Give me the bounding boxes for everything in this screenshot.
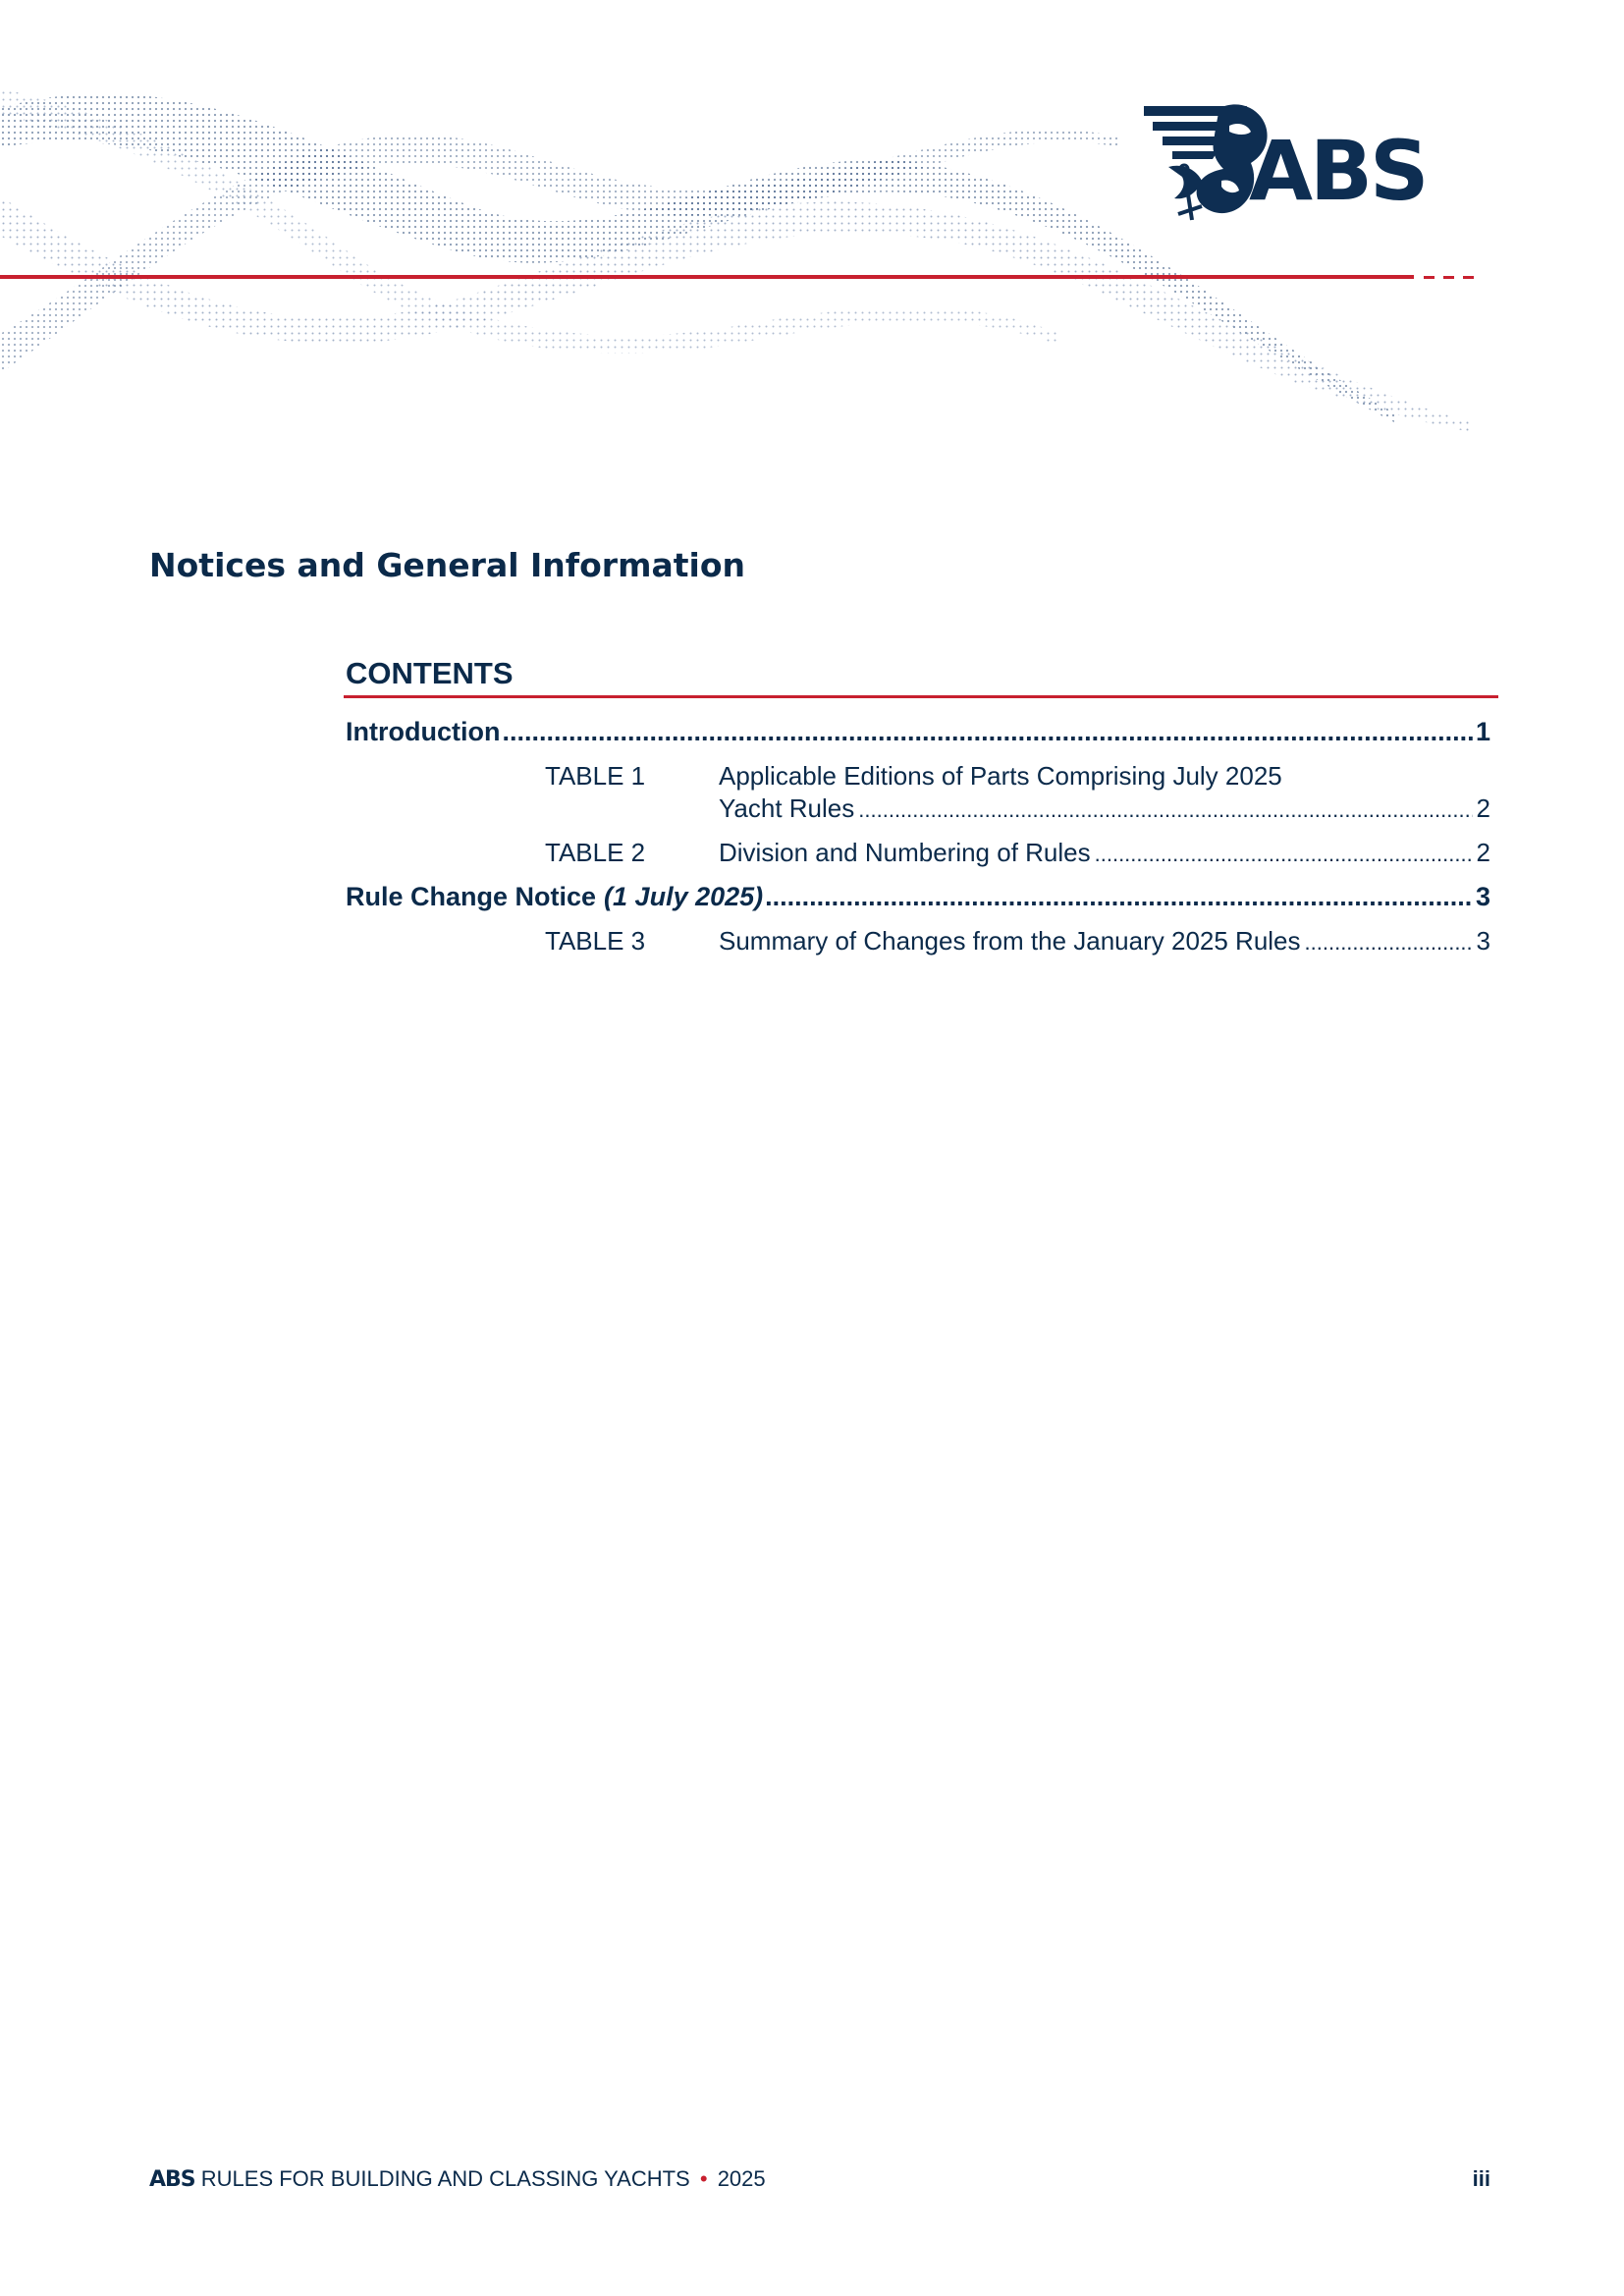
toc-page-number: 2 [1476,838,1490,867]
toc-table-label: TABLE 1 [545,761,646,791]
toc-entry-title: Summary of Changes from the January 2025 Rules [719,926,1301,956]
toc-entry-title: Applicable Editions of Parts Comprising July 2025 [719,761,1282,791]
page-footer [149,2166,1490,2196]
contents-rule [344,695,1498,698]
toc-leader-dots [502,707,1474,756]
toc-entry-title: Division and Numbering of Rules [719,838,1091,867]
abs-logo [1139,98,1485,230]
toc-entry-label: Introduction [346,717,501,746]
logo-wordmark: ABS [1249,123,1427,219]
header-red-dash [1443,276,1454,279]
footer-year: 2025 [717,2166,766,2191]
toc-entry-label: Rule Change Notice [346,882,597,911]
footer-document-title [149,2166,766,2192]
footer-separator: • [699,2166,708,2191]
footer-rules-title: RULES FOR BUILDING AND CLASSING YACHTS [200,2166,690,2191]
toc-leader-dots [858,793,1472,826]
toc-page-number: 1 [1475,717,1490,746]
header-red-dash [1424,276,1435,279]
toc-table-label: TABLE 2 [545,838,646,867]
toc-entry-date: (1 July 2025) [604,882,764,911]
toc-leader-dots [1305,926,1473,958]
table-of-contents [346,707,1490,958]
toc-page-number: 2 [1476,793,1490,823]
toc-entry-table-2[interactable] [346,837,1490,870]
footer-page-number: iii [1472,2166,1490,2191]
toc-table-label: TABLE 3 [545,926,646,956]
header-red-dash [1463,276,1474,279]
toc-entry-table-1[interactable] [346,760,1490,826]
decorative-wave-pattern [0,0,1624,471]
toc-entry-title-continued: Yacht Rules [719,793,855,823]
footer-brand: ABS [149,2167,195,2192]
toc-entry-introduction[interactable] [346,707,1490,756]
page-header [0,0,1624,471]
toc-leader-dots [765,872,1474,921]
toc-leader-dots [1095,838,1473,870]
header-red-rule [0,275,1414,279]
contents-heading: CONTENTS [346,656,514,690]
toc-entry-table-3[interactable] [346,925,1490,958]
toc-page-number: 3 [1476,926,1490,956]
toc-entry-rule-change-notice[interactable] [346,872,1490,921]
toc-page-number: 3 [1475,882,1490,911]
page-title: Notices and General Information [149,546,745,584]
